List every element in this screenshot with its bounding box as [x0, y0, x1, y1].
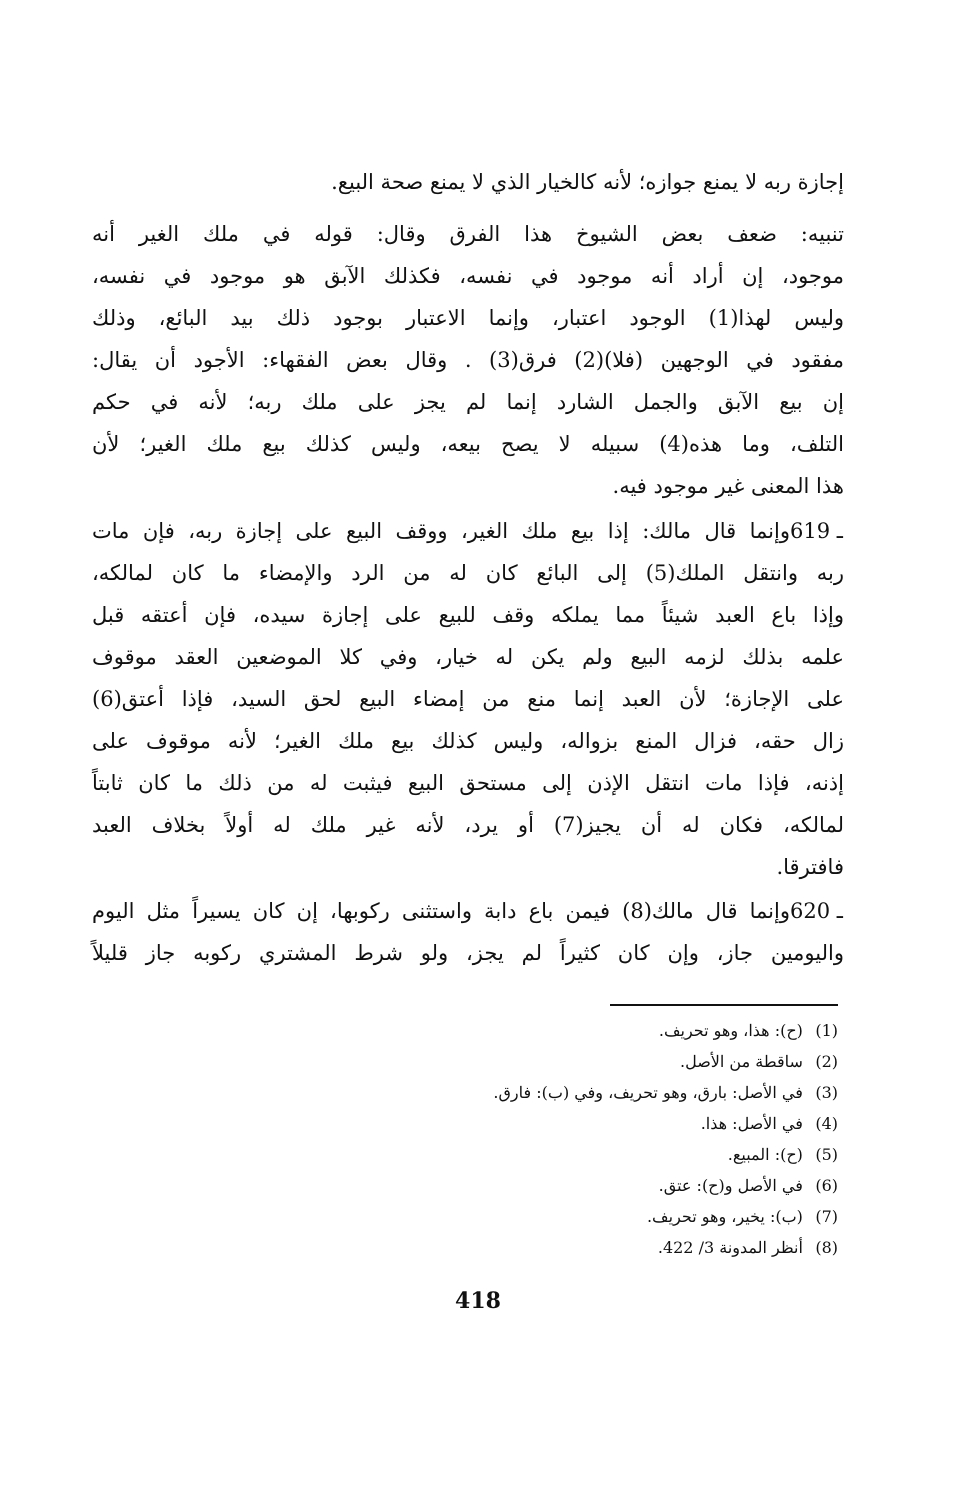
footnote [647, 1202, 838, 1232]
text-line: لمالكه، فكان له أن يجيز(7) أو يرد، لأنه غير ملك له أولاً بخلاف العبد [92, 813, 844, 837]
footnote-number: (8) [815, 1238, 838, 1257]
text-line: علمه بذلك لزمه البيع ولم يكن له خيار، وفي كلا الموضعين العقد موقوف [92, 645, 844, 669]
footnote-text: في الأصل و(ح): عتق. [658, 1176, 803, 1195]
text-line: وإنما قال مالك: إذا بيع ملك الغير، ووقف البيع على إجازة ربه، فإن مات [92, 519, 790, 543]
text-line: ربه وانتقل الملك(5) إلى البائع كان له من الرد والإمضاء ما كان لمالكه، [92, 561, 845, 585]
footnote [701, 1109, 838, 1139]
footnote-text: (ح): المبيع. [727, 1145, 803, 1164]
footnote [658, 1233, 838, 1263]
footnote-number: (4) [815, 1114, 838, 1133]
text-line: التلف، وما هذه(4) سبيله لا يصح بيعه، وليس كذلك بيع ملك الغير؛ لأن [92, 432, 844, 456]
footnote-number: (3) [815, 1083, 838, 1102]
footnote-separator [610, 1004, 838, 1006]
footnote-number: (1) [815, 1021, 838, 1040]
footnote [493, 1078, 838, 1108]
footnote-number: (2) [815, 1052, 838, 1071]
footnote-text: ساقطة من الأصل. [679, 1052, 803, 1071]
text-line: إن بيع الآبق والجمل الشارد إنما لم يجز على ملك ربه؛ لأنه في حكم [92, 390, 844, 414]
footnote-text: في الأصل: هذا. [700, 1114, 803, 1133]
text-line: إجازة ربه لا يمنع جوازه؛ لأنه كالخيار الذي لا يمنع صحة البيع. [331, 170, 844, 194]
page-number: 418 [455, 1288, 501, 1314]
footnote-number: (5) [815, 1145, 838, 1164]
text-line: إذنه، فإذا مات انتقل الإذن إلى مستحق البيع فيثبت له من ذلك ما كان ثابتاً [92, 771, 844, 795]
footnote-text: (ب): يخير، وهو تحريف. [646, 1207, 803, 1226]
footnote-number: (7) [815, 1207, 838, 1226]
text-line: تنبيه: ضعف بعض الشيوخ هذا الفرق وقال: قوله في ملك الغير أنه [92, 222, 844, 246]
text-line: مفقود في الوجهين (فلا)(2) فرق(3) . وقال بعض الفقهاء: الأجود أن يقال: [92, 348, 845, 372]
text-line: وليس لهذا(1) الوجود اعتبار، وإنما الاعتبار بوجود ذلك بيد البائع، وذلك [92, 306, 844, 330]
footnote-number: (6) [815, 1176, 838, 1195]
text-line: على الإجازة؛ لأن العبد إنما منع من إمضاء البيع لحق السيد، فإذا أعتق(6) [92, 687, 844, 711]
text-line: موجود، إن أراد أنه موجود في نفسه، فكذلك الآبق هو موجود في نفسه، [92, 264, 844, 288]
footnote [659, 1171, 838, 1201]
paragraph-number: 620 ـ [790, 899, 843, 923]
footnote-text: أنظر المدونة 3/ 422. [657, 1238, 803, 1257]
text-line: واليومين جاز، وإن كان كثيراً لم يجز، ولو شرط المشتري ركوبه جاز قليلاً [92, 941, 844, 965]
footnote [728, 1140, 838, 1170]
footnote [680, 1047, 838, 1077]
footnote [659, 1016, 838, 1046]
text-line: زال حقه، فزال المنع بزواله، وليس كذلك بيع ملك الغير؛ لأنه موقوف على [92, 729, 844, 753]
footnote-text: (ح): هذا، وهو تحريف. [658, 1021, 803, 1040]
paragraph-number: 619 ـ [790, 519, 843, 543]
text-line: هذا المعنى غير موجود فيه. [612, 474, 844, 498]
text-line: فافترقا. [776, 855, 844, 879]
text-line: وإنما قال مالك(8) فيمن باع دابة واستثنى ركوبها، إن كان يسيراً مثل اليوم [92, 899, 791, 923]
text-line: وإذا باع العبد شيئاً مما يملكه وقف للبيع على إجازة سيده، فإن أعتقه قبل [92, 603, 844, 627]
footnote-text: في الأصل: بارق، وهو تحريف، وفي (ب): فارق. [493, 1083, 803, 1102]
